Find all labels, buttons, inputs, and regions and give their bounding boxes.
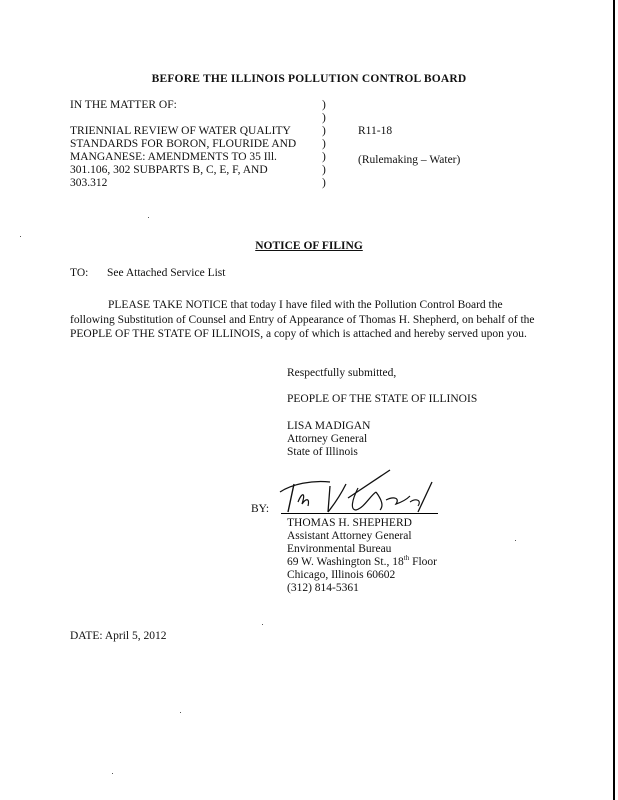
closing: Respectfully submitted,	[287, 367, 397, 379]
scan-edge-line	[613, 0, 615, 800]
signer-phone: (312) 814-5361	[287, 582, 359, 594]
scan-speck	[515, 540, 516, 541]
scan-speck	[262, 624, 263, 625]
ag-name: LISA MADIGAN	[287, 420, 371, 432]
signer-address	[287, 556, 437, 569]
address-street: 69 W. Washington St., 18	[287, 556, 404, 568]
case-number: R11-18	[358, 125, 393, 137]
to-value: See Attached Service List	[107, 267, 226, 279]
document-heading: BEFORE THE ILLINOIS POLLUTION CONTROL BOARD	[151, 73, 467, 85]
scan-speck	[180, 712, 181, 713]
notice-body: PLEASE TAKE NOTICE that today I have filed with the Pollution Control Board the following Substitution of Counsel and Entry of Appearance of Thomas H. Shepherd, on behalf of the PEOPLE OF THE STATE OF ILLINOIS, a copy of which is attached and hereby served upon you.	[70, 299, 535, 340]
party-name: PEOPLE OF THE STATE OF ILLINOIS	[287, 393, 478, 405]
caption-parentheses	[322, 99, 326, 190]
signer-city: Chicago, Illinois 60602	[287, 569, 396, 581]
caption-line: STANDARDS FOR BORON, FLOURIDE AND	[70, 138, 297, 150]
notice-title: NOTICE OF FILING	[255, 240, 363, 252]
signer-bureau: Environmental Bureau	[287, 543, 392, 555]
to-label: TO:	[70, 267, 89, 279]
paren: )	[322, 151, 326, 163]
caption-line: 301.106, 302 SUBPARTS B, C, E, F, AND	[70, 164, 268, 176]
caption-line: TRIENNIAL REVIEW OF WATER QUALITY	[70, 125, 291, 137]
scan-speck	[20, 236, 21, 237]
case-type: (Rulemaking – Water)	[358, 154, 461, 166]
signer-name: THOMAS H. SHEPHERD	[287, 517, 412, 529]
document-date: DATE: April 5, 2012	[70, 630, 167, 642]
caption-line: IN THE MATTER OF:	[70, 99, 177, 111]
ag-state: State of Illinois	[287, 446, 358, 458]
caption-line: 303.312	[70, 177, 108, 189]
attorney-general-block	[287, 420, 370, 459]
paren: )	[322, 112, 326, 124]
paren: )	[322, 164, 326, 176]
signer-title: Assistant Attorney General	[287, 530, 412, 542]
ag-title: Attorney General	[287, 433, 368, 445]
paren: )	[322, 177, 326, 189]
signature-image	[272, 462, 442, 518]
signature-line	[281, 513, 438, 514]
caption-line: MANGANESE: AMENDMENTS TO 35 Ill.	[70, 151, 277, 163]
scan-speck	[112, 773, 113, 774]
case-caption	[70, 99, 320, 190]
paren: )	[322, 138, 326, 150]
address-sup: th	[403, 554, 410, 563]
address-floor: Floor	[409, 556, 438, 568]
scan-speck	[148, 217, 149, 218]
signer-block	[287, 517, 437, 595]
by-label: BY:	[251, 503, 270, 515]
caption-line	[70, 112, 320, 125]
paren: )	[322, 125, 326, 137]
paren: )	[322, 99, 326, 111]
